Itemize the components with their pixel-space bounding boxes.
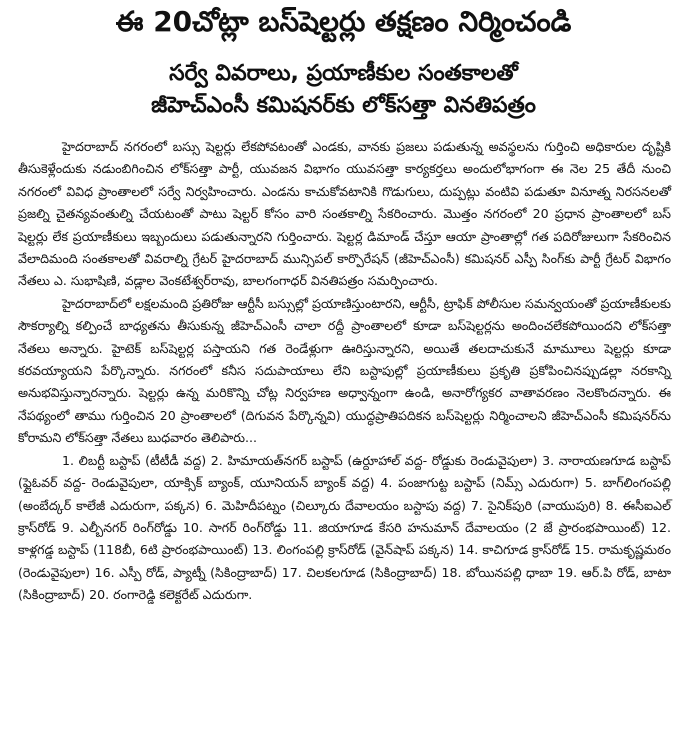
article-body xyxy=(18,136,671,607)
subheadline-line-2: జీహెచ్‌ఎంసీ కమిషనర్‌కు లోక్‌సత్తా వినతిపత్రం xyxy=(151,93,536,118)
paragraph-1: హైదరాబాద్ నగరంలో బస్సు షెల్టర్లు లేకపోవటంతో ఎండకు, వానకు ప్రజలు పడుతున్న అవస్థలను గుర్తించి అధికారుల దృష్టికి తీసుకెళ్లేందుకు నడుంబిగించిన లోక్‌సత్తా పార్టీ, యువజన విభాగం యువసత్తా కార్యకర్తలు అందులోభాగంగా ఈ నెల 25 తేదీ నుంచి నగరంలో వివిధ ప్రాంతాలలో సర్వే నిర్వహించారు. ఎండను కాచుకోవటానికి గొడుగులు, దుప్పట్లు వంటివి పడుతూ వినూత్న నిరసనలతో ప్రజల్ని చైతన్యవంతుల్ని చేయటంతో పాటు షెల్టర్ కోసం వారి సంతకాల్ని సేకరించారు. మొత్తం నగరంలో 20 ప్రధాన ప్రాంతాలలో బస్ షెల్టర్లు లేక ప్రయాణీకులు ఇబ్బందులు పడుతున్నారని గుర్తించారు. షెల్టర్ల డిమాండ్ చేస్తూ ఆయా ప్రాంతాల్లో గత పదిరోజులుగా సేకరించిన వేలాదిమంది సంతకాలతో వివరాల్ని గ్రేటర్ హైదరాబాద్ మున్సిపల్ కార్పొరేషన్ (జీహెచ్‌ఎంసీ) కమిషనర్ ఎస్పీ సింగ్‌కు పార్టీ గ్రేటర్ విభాగం నేతలు ఎ. సుభాషిణి, వడ్లాల వెంకటేశ్వర్‌రావు, బాలగంగాధర్ వినతిపత్రం సమర్పించారు. xyxy=(18,139,671,289)
locations-list: 1. లిబర్టీ బస్టాప్ (టీటీడీ వద్ద) 2. హిమాయత్‌నగర్ బస్టాప్ (ఉర్దూహాల్ వద్ద- రోడ్డుకు రెండువైపులా) 3. నారాయణగూడ బస్టాప్ (ఫ్లైఓవర్ వద్ద- రెండువైపులా, యాక్సిక్ బ్యాంక్, యూనియన్ బ్యాంక్ వద్ద) 4. పంజాగుట్ట బస్టాప్ (నిమ్స్ ఎదురుగా) 5. బాగ్‌లింగంపల్లి (అంబేద్కర్ కాలేజీ ఎదురుగా, పక్కన) 6. మెహిదీపట్నం (చిల్కూరు దేవాలయం బస్టాపు వద్ద) 7. సైనిక్‌పురి (వాయుపురి) 8. ఈసీఐఎల్ క్రాస్‌రోడ్ 9. ఎల్బీనగర్ రింగ్‌రోడ్డు 10. సాగర్ రింగ్‌రోడ్డు 11. జియాగూడ కేసరి హనుమాన్ దేవాలయం (2 జే ప్రారంభపాయింట్) 12. కాళ్లగడ్డ బస్టాప్ (118బీ, 6టి ప్రారంభపాయింట్) 13. లింగంపల్లి క్రాస్‌రోడ్ (వైన్‌షాప్ పక్కన) 14. కాచిగూడ క్రాస్‌రోడ్ 15. రామకృష్ణమఠం (రెండువైపులా) 16. ఎస్పీ రోడ్, ప్యాట్నీ (సికింద్రాబాద్) 17. చిలకలగూడ (సికింద్రాబాద్) 18. బోయినపల్లి ధాబా 19. ఆర్.పి రోడ్, బాటా (సికింద్రాబాద్) 20. రంగారెడ్డి కలెక్టరేట్ ఎదురుగా. xyxy=(18,452,671,603)
paragraph-2: హైదరాబాద్‌లో లక్షలమంది ప్రతిరోజు ఆర్టీసీ బస్సుల్లో ప్రయాణిస్తుంటారని, ఆర్టీసీ, ట్రాఫిక్ పోలీసుల సమన్వయంతో ప్రయాణీకులకు సౌకర్యాల్ని కల్పించే బాధ్యతను తీసుకున్న జీహెచ్‌ఎంసీ చాలా రద్దీ ప్రాంతాలలో కూడా బస్‌షెల్టర్లను అందించలేకపోయిందని లోక్‌సత్తా నేతలు అన్నారు. హైటెక్ బస్‌షెల్టర్ల పస్తాయని గత రెండేళ్లుగా ఊరిస్తున్నారని, అయితే తలదాచుకునే మామూలు షెల్టర్లు కూడా కరవయ్యాయని పేర్కొన్నారు. నగరంలో కనీస సదుపాయాలు లేని బస్టాపుల్లో ప్రయాణీకులు ప్రకృతి ప్రకోపించినప్పుడల్లా నరకాన్ని అనుభవిస్తున్నారన్నారు. షెల్టర్లు ఉన్న మరికొన్ని చోట్ల నిర్వహణ అధ్వాన్నంగా ఉండి, అనారోగ్యకర వాతావరణం నెలకొందన్నారు. ఈ నేపథ్యంలో తాము గుర్తించిన 20 ప్రాంతాలలో (దిగువన పేర్కొన్నవి) యుద్ధప్రాతిపదికన బస్‌షెల్టర్లు నిర్మించాలని జీహెచ్‌ఎంసీ కమిషనర్‌ను కోరామని లోక్‌సత్తా నేతలు బుధవారం తెలిపారు... xyxy=(18,295,671,446)
subheadline-line-1: సర్వే వివరాలు, ప్రయాణీకుల సంతకాలతో xyxy=(169,61,518,86)
headline: ఈ 20చోట్లా బస్‌షెల్టర్లు తక్షణం నిర్మించండి xyxy=(115,5,572,38)
